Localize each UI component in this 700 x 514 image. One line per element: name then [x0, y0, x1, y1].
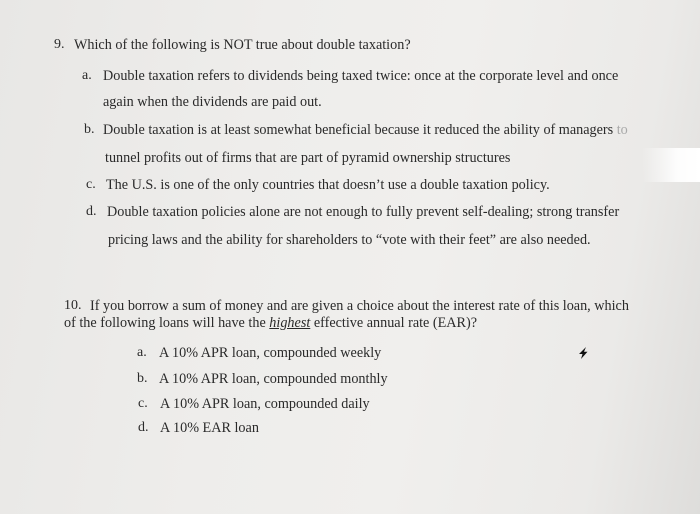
option-letter: b. [137, 371, 148, 386]
question-text-before: of the following loans will have the [64, 315, 270, 331]
option-letter: a. [82, 68, 92, 83]
option-letter: d. [86, 204, 97, 219]
question-text: If you borrow a sum of money and are given a choice about the interest rate of this loan, which [90, 298, 629, 314]
option-text: A 10% EAR loan [160, 420, 259, 436]
mouse-pointer-icon [576, 345, 590, 361]
option-text: A 10% APR loan, compounded daily [160, 396, 370, 412]
question-number: 10. [64, 298, 82, 313]
option-letter: b. [84, 122, 95, 137]
question-text-continued [64, 314, 477, 332]
option-text-continued: tunnel profits out of firms that are part of pyramid ownership structures [105, 150, 511, 166]
option-letter: c. [138, 396, 148, 411]
option-text: A 10% APR loan, compounded weekly [159, 345, 382, 361]
emphasized-word: highest [269, 315, 311, 331]
option-text-continued: pricing laws and the ability for shareholders to “vote with their feet” are also needed. [108, 232, 591, 248]
question-text-after: effective annual rate (EAR)? [310, 315, 478, 331]
option-text [103, 121, 628, 139]
option-letter: a. [137, 345, 147, 360]
option-text-main: Double taxation is at least somewhat beneficial because it reduced the ability of managers [103, 122, 614, 138]
option-text: A 10% APR loan, compounded monthly [159, 371, 388, 387]
option-text-faded: to [613, 122, 628, 138]
option-letter: d. [138, 420, 149, 435]
option-text-continued: again when the dividends are paid out. [103, 94, 322, 110]
option-text: The U.S. is one of the only countries that doesn’t use a double taxation policy. [106, 177, 550, 193]
question-number: 9. [54, 37, 65, 52]
option-letter: c. [86, 177, 96, 192]
question-text: Which of the following is NOT true about double taxation? [74, 37, 411, 53]
option-text: Double taxation refers to dividends being taxed twice: once at the corporate level and once [103, 68, 619, 84]
light-glare [642, 148, 700, 182]
option-text: Double taxation policies alone are not enough to fully prevent self-dealing; strong transfer [107, 204, 620, 220]
